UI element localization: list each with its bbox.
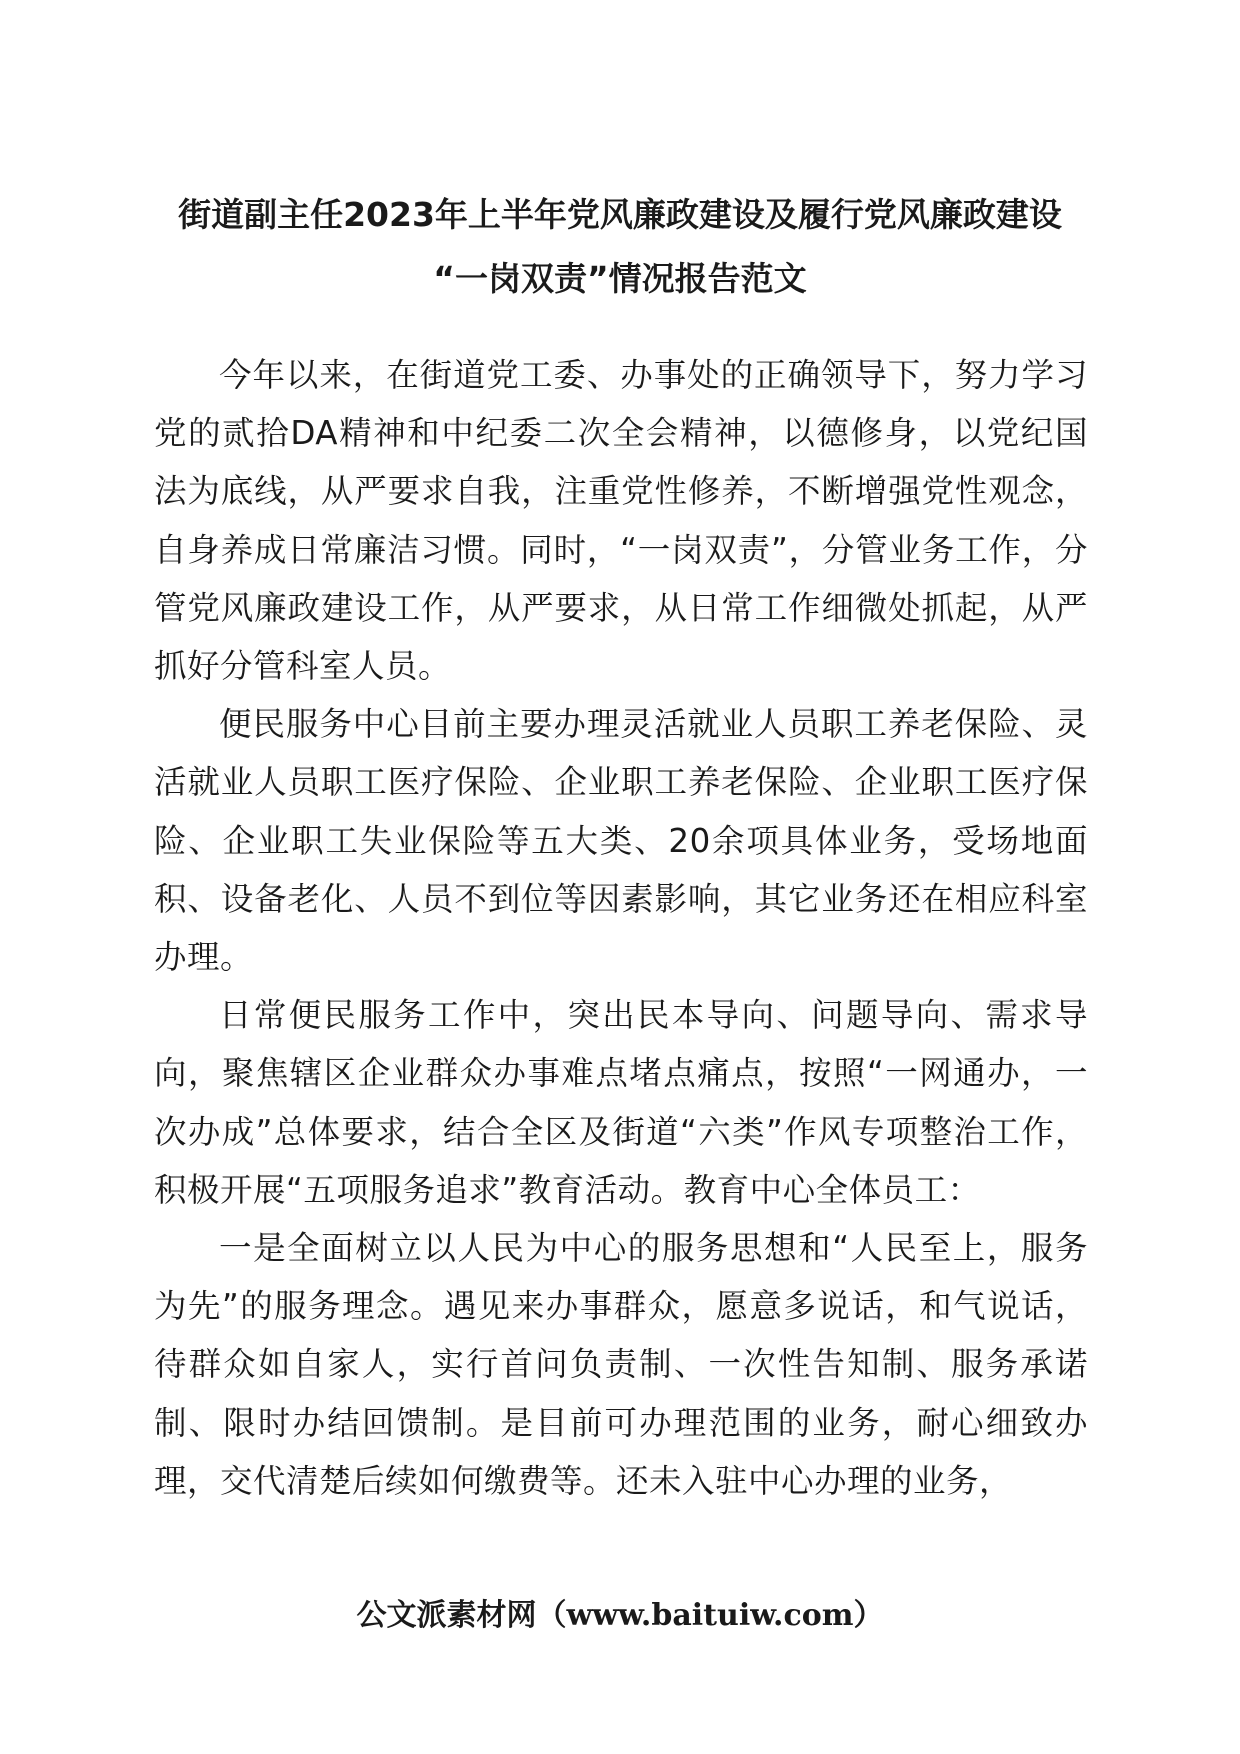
document-title: [140, 183, 1100, 311]
footer-source-text: 公文派素材网（www.baituiw.com）: [356, 1598, 884, 1633]
document-title-line-1: 街道副主任2023年上半年党风廉政建设及履行党风廉政建设: [178, 195, 1062, 234]
body-paragraph-3: 日常便民服务工作中，突出民本导向、问题导向、需求导向，聚焦辖区企业群众办事难点堵点痛点，按照“一网通办，一次办成”总体要求，结合全区及街道“六类”作风专项整治工作，积极开展“五项服务追求”教育活动。教育中心全体员工：: [154, 996, 1088, 1209]
document-title-line-2: “一岗双责”情况报告范文: [433, 259, 807, 298]
body-paragraph-4: 一是全面树立以人民为中心的服务思想和“人民至上，服务为先”的服务理念。遇见来办事群众，愿意多说话，和气说话，待群众如自家人，实行首问负责制、一次性告知制、服务承诺制、限时办结回馈制。是目前可办理范围的业务，耐心细致办理，交代清楚后续如何缴费等。还未入驻中心办理的业务，: [154, 1229, 1088, 1500]
body-paragraph-2: 便民服务中心目前主要办理灵活就业人员职工养老保险、灵活就业人员职工医疗保险、企业职工养老保险、企业职工医疗保险、企业职工失业保险等五大类、20余项具体业务，受场地面积、设备老化、人员不到位等因素影响，其它业务还在相应科室办理。: [154, 705, 1088, 977]
document-body: [154, 346, 1088, 1510]
body-paragraph-1: 今年以来，在街道党工委、办事处的正确领导下，努力学习党的贰拾DA精神和中纪委二次全会精神，以德修身，以党纪国法为底线，从严要求自我，注重党性修养，不断增强党性观念，自身养成日常廉洁习惯。同时，“一岗双责”，分管业务工作，分管党风廉政建设工作，从严要求，从日常工作细微处抓起，从严抓好分管科室人员。: [154, 356, 1088, 686]
